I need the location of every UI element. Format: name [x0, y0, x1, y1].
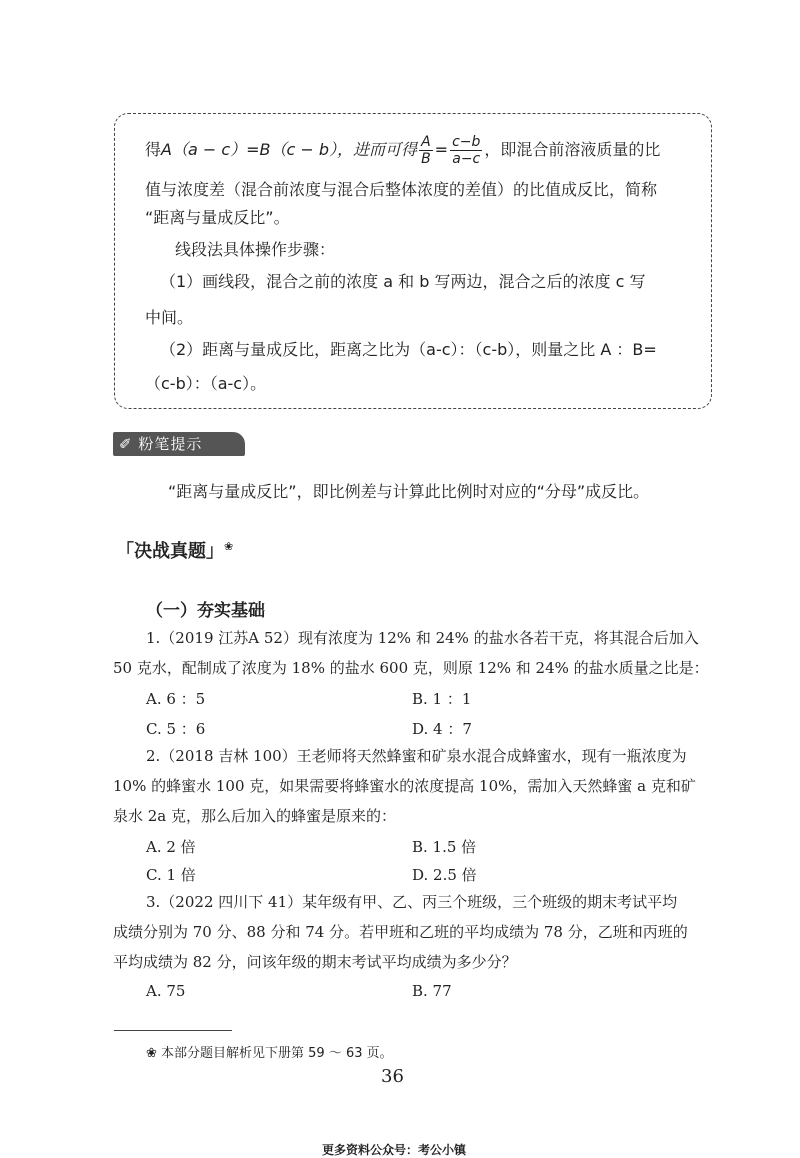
fraction-denominator: B [421, 151, 431, 167]
equals-sign: = [434, 140, 449, 159]
tip-label: ✐ 粉笔提示 [113, 432, 245, 456]
question-3-line-3: 平均成绩为 82 分，问该年级的期末考试平均成绩为多少分？ [113, 953, 517, 971]
section-title-text: 「决战真题」 [116, 541, 224, 562]
question-2-option-b: B. 1.5 倍 [412, 838, 477, 856]
box-line-6: 中间。 [145, 308, 194, 327]
question-1-line-2: 50 克水，配制成了浓度为 18% 的盐水 600 克，则原 12% 和 24% 的盐水质量之比是： [113, 659, 709, 677]
question-1-option-a: A. 6 ：5 [146, 690, 206, 708]
footnote: ❀ 本部分题目解析见下册第 59 ～ 63 页。 [146, 1046, 393, 1061]
footnote-divider [114, 1030, 232, 1031]
box-line-2: 值与浓度差（混合前浓度与混合后整体浓度的差值）的比值成反比，简称 [145, 180, 658, 199]
footer-text: 更多资料公众号：考公小镇 [322, 1143, 467, 1157]
box-line-1-suffix: ，即混合前溶液质量的比 [484, 140, 661, 159]
question-3-line-1: 3.（2022 四川下 41）某年级有甲、乙、丙三个班级，三个班级的期末考试平均 [146, 893, 678, 911]
box-line-3: “距离与量成反比”。 [145, 208, 290, 227]
box-line-4: 线段法具体操作步骤： [175, 240, 336, 259]
fraction-denominator: a−c [452, 151, 481, 167]
section-title [116, 537, 233, 563]
question-1-option-b: B. 1 ：1 [412, 690, 472, 708]
question-1-option-d: D. 4 ：7 [412, 720, 472, 738]
question-1-line-1: 1.（2019 江苏A 52）现有浓度为 12% 和 24% 的盐水各若干克，将其混合后加入 [146, 629, 699, 647]
box-line-1-prefix: 得 [145, 140, 162, 159]
box-line-1 [145, 134, 660, 167]
question-3-option-b: B. 77 [412, 982, 452, 1000]
question-2-line-1: 2.（2018 吉林 100）王老师将天然蜂蜜和矿泉水混合成蜂蜜水，现有一瓶浓度为 [146, 747, 687, 765]
question-2-option-a: A. 2 倍 [146, 838, 196, 856]
question-2-line-3: 泉水 2a 克，那么后加入的蜂蜜是原来的： [113, 807, 397, 825]
question-2-option-c: C. 1 倍 [146, 866, 196, 884]
question-3-line-2: 成绩分别为 70 分、88 分和 74 分。若甲班和乙班的平均成绩为 78 分，乙班和丙班的 [113, 923, 688, 941]
fraction-numerator: A [419, 134, 433, 151]
subsection-title: （一）夯实基础 [146, 601, 265, 621]
box-line-8: （c-b）：（a-c）。 [145, 374, 267, 393]
fraction-numerator: c−b [452, 134, 481, 150]
question-3-option-a: A. 75 [146, 982, 186, 1000]
question-2-line-2: 10% 的蜂蜜水 100 克，如果需要将蜂蜜水的浓度提高 10%，需加入天然蜂蜜 a 克和矿 [113, 777, 696, 795]
tip-text: “距离与量成反比”，即比例差与计算此比例时对应的“分母”成反比。 [168, 482, 650, 501]
box-equation: A（a − c）=B（c − b），进而可得 [161, 140, 418, 159]
fraction-a-over-b [419, 134, 433, 167]
question-2-option-d: D. 2.5 倍 [412, 866, 477, 884]
page-number: 36 [381, 1066, 404, 1087]
fraction-cb-over-ac [450, 134, 482, 167]
box-line-7: （2）距离与量成反比，距离之比为（a-c）：（c-b），则量之比 A ：B= [160, 340, 657, 359]
question-1-option-c: C. 5 ：6 [146, 720, 206, 738]
box-line-5: （1）画线段，混合之前的浓度 a 和 b 写两边，混合之后的浓度 c 写 [160, 272, 646, 291]
footnote-marker-icon: ❀ [224, 540, 234, 553]
